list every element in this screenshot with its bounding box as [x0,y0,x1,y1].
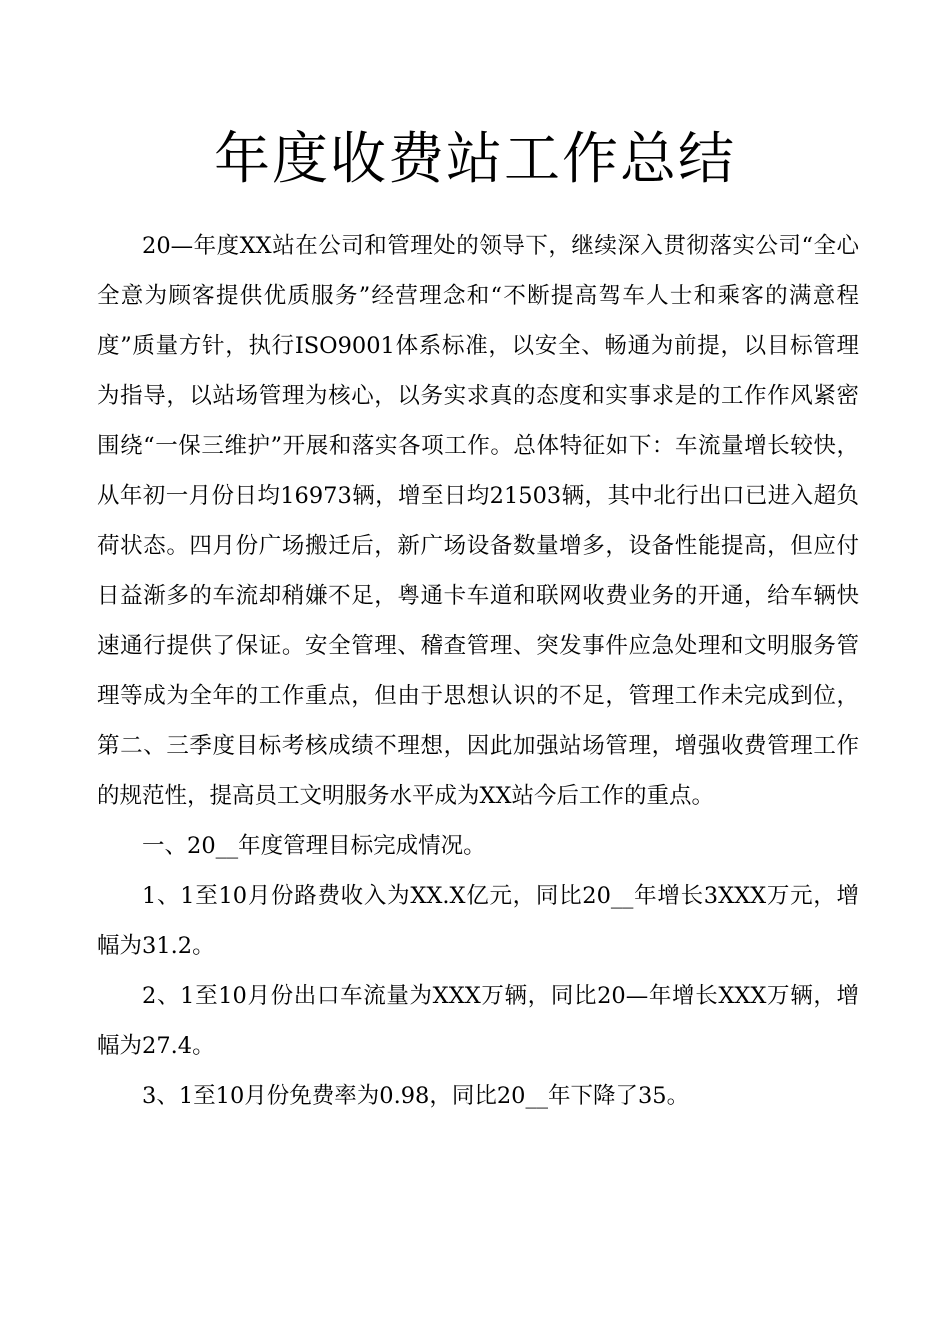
document-body [97,221,859,1121]
goal-item-exemption-rate: 3、1至10月份免费率为0.98，同比20__年下降了35。 [142,1083,690,1109]
section-heading-goals: 一、20__年度管理目标完成情况。 [142,833,486,859]
document-title: 年度收费站工作总结 [214,126,736,192]
goal-item-toll-revenue: 1、1至10月份路费收入为XX.X亿元，同比20__年增长3XXX万元，增幅为31.2。 [97,883,859,959]
goal-item-traffic-volume: 2、1至10月份出口车流量为XXX万辆，同比20—年增长XXX万辆，增幅为27.4。 [97,983,859,1059]
intro-paragraph: 20—年度XX站在公司和管理处的领导下，继续深入贯彻落实公司“全心全意为顾客提供优质服务”经营理念和“不断提高驾车人士和乘客的满意程度”质量方针，执行ISO9001体系标准，以安全、畅通为前提，以目标管理为指导，以站场管理为核心，以务实求真的态度和实事求是的工作作风紧密围绕“一保三维护”开展和落实各项工作。总体特征如下：车流量增长较快，从年初一月份日均16973辆，增至日均21503辆，其中北行出口已进入超负荷状态。四月份广场搬迁后，新广场设备数量增多，设备性能提高，但应付日益渐多的车流却稍嫌不足，粤通卡车道和联网收费业务的开通，给车辆快速通行提供了保证。安全管理、稽查管理、突发事件应急处理和文明服务管理等成为全年的工作重点，但由于思想认识的不足，管理工作未完成到位，第二、三季度目标考核成绩不理想，因此加强站场管理，增强收费管理工作的规范性，提高员工文明服务水平成为XX站今后工作的重点。 [97,233,859,809]
